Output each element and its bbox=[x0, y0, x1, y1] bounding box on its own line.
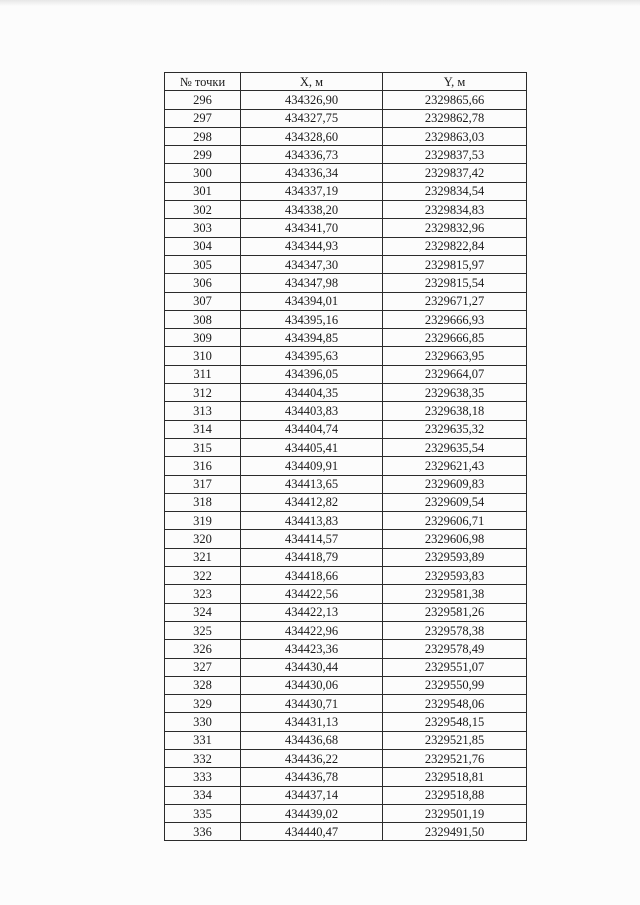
cell-point-number: 335 bbox=[165, 804, 241, 822]
cell-y-coordinate: 2329832,96 bbox=[383, 219, 527, 237]
cell-x-coordinate: 434395,16 bbox=[241, 310, 383, 328]
table-row bbox=[165, 786, 527, 804]
cell-x-coordinate: 434394,01 bbox=[241, 292, 383, 310]
table-row bbox=[165, 768, 527, 786]
cell-x-coordinate: 434403,83 bbox=[241, 402, 383, 420]
cell-point-number: 329 bbox=[165, 695, 241, 713]
cell-x-coordinate: 434405,41 bbox=[241, 438, 383, 456]
cell-y-coordinate: 2329635,54 bbox=[383, 438, 527, 456]
cell-y-coordinate: 2329548,15 bbox=[383, 713, 527, 731]
cell-x-coordinate: 434423,36 bbox=[241, 640, 383, 658]
cell-x-coordinate: 434337,19 bbox=[241, 182, 383, 200]
table-row bbox=[165, 676, 527, 694]
cell-y-coordinate: 2329822,84 bbox=[383, 237, 527, 255]
cell-point-number: 330 bbox=[165, 713, 241, 731]
cell-point-number: 334 bbox=[165, 786, 241, 804]
table-row bbox=[165, 237, 527, 255]
cell-x-coordinate: 434440,47 bbox=[241, 823, 383, 841]
table-row bbox=[165, 347, 527, 365]
cell-x-coordinate: 434336,34 bbox=[241, 164, 383, 182]
table-row bbox=[165, 255, 527, 273]
cell-y-coordinate: 2329638,35 bbox=[383, 384, 527, 402]
cell-y-coordinate: 2329521,76 bbox=[383, 749, 527, 767]
cell-y-coordinate: 2329671,27 bbox=[383, 292, 527, 310]
cell-x-coordinate: 434404,35 bbox=[241, 384, 383, 402]
cell-point-number: 323 bbox=[165, 585, 241, 603]
table-row bbox=[165, 109, 527, 127]
cell-point-number: 308 bbox=[165, 310, 241, 328]
cell-x-coordinate: 434327,75 bbox=[241, 109, 383, 127]
table-row bbox=[165, 548, 527, 566]
cell-y-coordinate: 2329548,06 bbox=[383, 695, 527, 713]
cell-y-coordinate: 2329834,83 bbox=[383, 201, 527, 219]
cell-y-coordinate: 2329550,99 bbox=[383, 676, 527, 694]
table-row bbox=[165, 384, 527, 402]
cell-point-number: 302 bbox=[165, 201, 241, 219]
cell-point-number: 303 bbox=[165, 219, 241, 237]
header-x-coordinate: X, м bbox=[241, 73, 383, 91]
cell-point-number: 324 bbox=[165, 603, 241, 621]
table-row bbox=[165, 567, 527, 585]
cell-point-number: 313 bbox=[165, 402, 241, 420]
cell-point-number: 297 bbox=[165, 109, 241, 127]
table-row bbox=[165, 731, 527, 749]
cell-point-number: 328 bbox=[165, 676, 241, 694]
cell-y-coordinate: 2329638,18 bbox=[383, 402, 527, 420]
cell-x-coordinate: 434430,44 bbox=[241, 658, 383, 676]
cell-x-coordinate: 434395,63 bbox=[241, 347, 383, 365]
cell-y-coordinate: 2329863,03 bbox=[383, 127, 527, 145]
cell-point-number: 332 bbox=[165, 749, 241, 767]
cell-x-coordinate: 434409,91 bbox=[241, 457, 383, 475]
table-row bbox=[165, 292, 527, 310]
table-header-row bbox=[165, 73, 527, 91]
cell-x-coordinate: 434347,30 bbox=[241, 255, 383, 273]
cell-point-number: 298 bbox=[165, 127, 241, 145]
cell-point-number: 306 bbox=[165, 274, 241, 292]
cell-point-number: 326 bbox=[165, 640, 241, 658]
scan-edge bbox=[0, 0, 640, 6]
table-row bbox=[165, 530, 527, 548]
table-row bbox=[165, 493, 527, 511]
table-body bbox=[165, 91, 527, 841]
cell-point-number: 305 bbox=[165, 255, 241, 273]
table-row bbox=[165, 164, 527, 182]
cell-x-coordinate: 434344,93 bbox=[241, 237, 383, 255]
cell-point-number: 312 bbox=[165, 384, 241, 402]
cell-point-number: 301 bbox=[165, 182, 241, 200]
cell-x-coordinate: 434413,65 bbox=[241, 475, 383, 493]
table-row bbox=[165, 219, 527, 237]
table-row bbox=[165, 804, 527, 822]
cell-y-coordinate: 2329865,66 bbox=[383, 91, 527, 109]
table-row bbox=[165, 658, 527, 676]
cell-x-coordinate: 434422,56 bbox=[241, 585, 383, 603]
cell-y-coordinate: 2329578,38 bbox=[383, 621, 527, 639]
table-row bbox=[165, 695, 527, 713]
cell-y-coordinate: 2329581,26 bbox=[383, 603, 527, 621]
cell-x-coordinate: 434436,22 bbox=[241, 749, 383, 767]
cell-x-coordinate: 434422,13 bbox=[241, 603, 383, 621]
cell-x-coordinate: 434328,60 bbox=[241, 127, 383, 145]
cell-x-coordinate: 434338,20 bbox=[241, 201, 383, 219]
cell-x-coordinate: 434396,05 bbox=[241, 365, 383, 383]
cell-y-coordinate: 2329834,54 bbox=[383, 182, 527, 200]
cell-y-coordinate: 2329593,89 bbox=[383, 548, 527, 566]
cell-y-coordinate: 2329606,71 bbox=[383, 512, 527, 530]
cell-point-number: 327 bbox=[165, 658, 241, 676]
table-row bbox=[165, 274, 527, 292]
cell-y-coordinate: 2329664,07 bbox=[383, 365, 527, 383]
cell-x-coordinate: 434436,68 bbox=[241, 731, 383, 749]
cell-x-coordinate: 434412,82 bbox=[241, 493, 383, 511]
cell-y-coordinate: 2329666,93 bbox=[383, 310, 527, 328]
table-row bbox=[165, 512, 527, 530]
cell-x-coordinate: 434404,74 bbox=[241, 420, 383, 438]
cell-x-coordinate: 434437,14 bbox=[241, 786, 383, 804]
cell-point-number: 307 bbox=[165, 292, 241, 310]
table-row bbox=[165, 182, 527, 200]
table-row bbox=[165, 713, 527, 731]
cell-y-coordinate: 2329635,32 bbox=[383, 420, 527, 438]
table-row bbox=[165, 823, 527, 841]
cell-point-number: 333 bbox=[165, 768, 241, 786]
cell-point-number: 299 bbox=[165, 146, 241, 164]
cell-x-coordinate: 434422,96 bbox=[241, 621, 383, 639]
cell-x-coordinate: 434430,06 bbox=[241, 676, 383, 694]
cell-point-number: 336 bbox=[165, 823, 241, 841]
cell-y-coordinate: 2329837,53 bbox=[383, 146, 527, 164]
cell-point-number: 309 bbox=[165, 329, 241, 347]
table-row bbox=[165, 640, 527, 658]
cell-y-coordinate: 2329666,85 bbox=[383, 329, 527, 347]
cell-y-coordinate: 2329551,07 bbox=[383, 658, 527, 676]
cell-y-coordinate: 2329837,42 bbox=[383, 164, 527, 182]
cell-x-coordinate: 434326,90 bbox=[241, 91, 383, 109]
cell-point-number: 316 bbox=[165, 457, 241, 475]
cell-y-coordinate: 2329815,97 bbox=[383, 255, 527, 273]
cell-x-coordinate: 434431,13 bbox=[241, 713, 383, 731]
table-row bbox=[165, 127, 527, 145]
cell-x-coordinate: 434347,98 bbox=[241, 274, 383, 292]
cell-x-coordinate: 434418,79 bbox=[241, 548, 383, 566]
cell-y-coordinate: 2329518,81 bbox=[383, 768, 527, 786]
cell-y-coordinate: 2329862,78 bbox=[383, 109, 527, 127]
cell-x-coordinate: 434414,57 bbox=[241, 530, 383, 548]
table-row bbox=[165, 365, 527, 383]
cell-x-coordinate: 434418,66 bbox=[241, 567, 383, 585]
cell-point-number: 314 bbox=[165, 420, 241, 438]
cell-point-number: 317 bbox=[165, 475, 241, 493]
table-row bbox=[165, 146, 527, 164]
table-row bbox=[165, 621, 527, 639]
cell-x-coordinate: 434413,83 bbox=[241, 512, 383, 530]
cell-y-coordinate: 2329578,49 bbox=[383, 640, 527, 658]
cell-y-coordinate: 2329491,50 bbox=[383, 823, 527, 841]
cell-y-coordinate: 2329609,83 bbox=[383, 475, 527, 493]
cell-point-number: 322 bbox=[165, 567, 241, 585]
cell-y-coordinate: 2329501,19 bbox=[383, 804, 527, 822]
table-row bbox=[165, 603, 527, 621]
cell-y-coordinate: 2329521,85 bbox=[383, 731, 527, 749]
cell-y-coordinate: 2329621,43 bbox=[383, 457, 527, 475]
table-row bbox=[165, 438, 527, 456]
cell-point-number: 311 bbox=[165, 365, 241, 383]
table-row bbox=[165, 420, 527, 438]
header-y-coordinate: Y, м bbox=[383, 73, 527, 91]
cell-y-coordinate: 2329593,83 bbox=[383, 567, 527, 585]
cell-y-coordinate: 2329518,88 bbox=[383, 786, 527, 804]
cell-point-number: 318 bbox=[165, 493, 241, 511]
cell-x-coordinate: 434336,73 bbox=[241, 146, 383, 164]
cell-x-coordinate: 434341,70 bbox=[241, 219, 383, 237]
table-row bbox=[165, 457, 527, 475]
table-row bbox=[165, 329, 527, 347]
cell-point-number: 300 bbox=[165, 164, 241, 182]
table-row bbox=[165, 201, 527, 219]
cell-point-number: 319 bbox=[165, 512, 241, 530]
table-row bbox=[165, 402, 527, 420]
cell-point-number: 321 bbox=[165, 548, 241, 566]
table-row bbox=[165, 91, 527, 109]
table-row bbox=[165, 310, 527, 328]
cell-x-coordinate: 434394,85 bbox=[241, 329, 383, 347]
coordinates-table bbox=[164, 72, 527, 841]
cell-y-coordinate: 2329581,38 bbox=[383, 585, 527, 603]
table-row bbox=[165, 585, 527, 603]
cell-y-coordinate: 2329663,95 bbox=[383, 347, 527, 365]
cell-x-coordinate: 434436,78 bbox=[241, 768, 383, 786]
table-row bbox=[165, 749, 527, 767]
cell-point-number: 325 bbox=[165, 621, 241, 639]
cell-point-number: 296 bbox=[165, 91, 241, 109]
cell-point-number: 310 bbox=[165, 347, 241, 365]
cell-x-coordinate: 434439,02 bbox=[241, 804, 383, 822]
table-row bbox=[165, 475, 527, 493]
cell-point-number: 315 bbox=[165, 438, 241, 456]
cell-point-number: 320 bbox=[165, 530, 241, 548]
header-point-number: № точки bbox=[165, 73, 241, 91]
cell-point-number: 304 bbox=[165, 237, 241, 255]
cell-y-coordinate: 2329606,98 bbox=[383, 530, 527, 548]
cell-point-number: 331 bbox=[165, 731, 241, 749]
cell-y-coordinate: 2329609,54 bbox=[383, 493, 527, 511]
cell-x-coordinate: 434430,71 bbox=[241, 695, 383, 713]
cell-y-coordinate: 2329815,54 bbox=[383, 274, 527, 292]
